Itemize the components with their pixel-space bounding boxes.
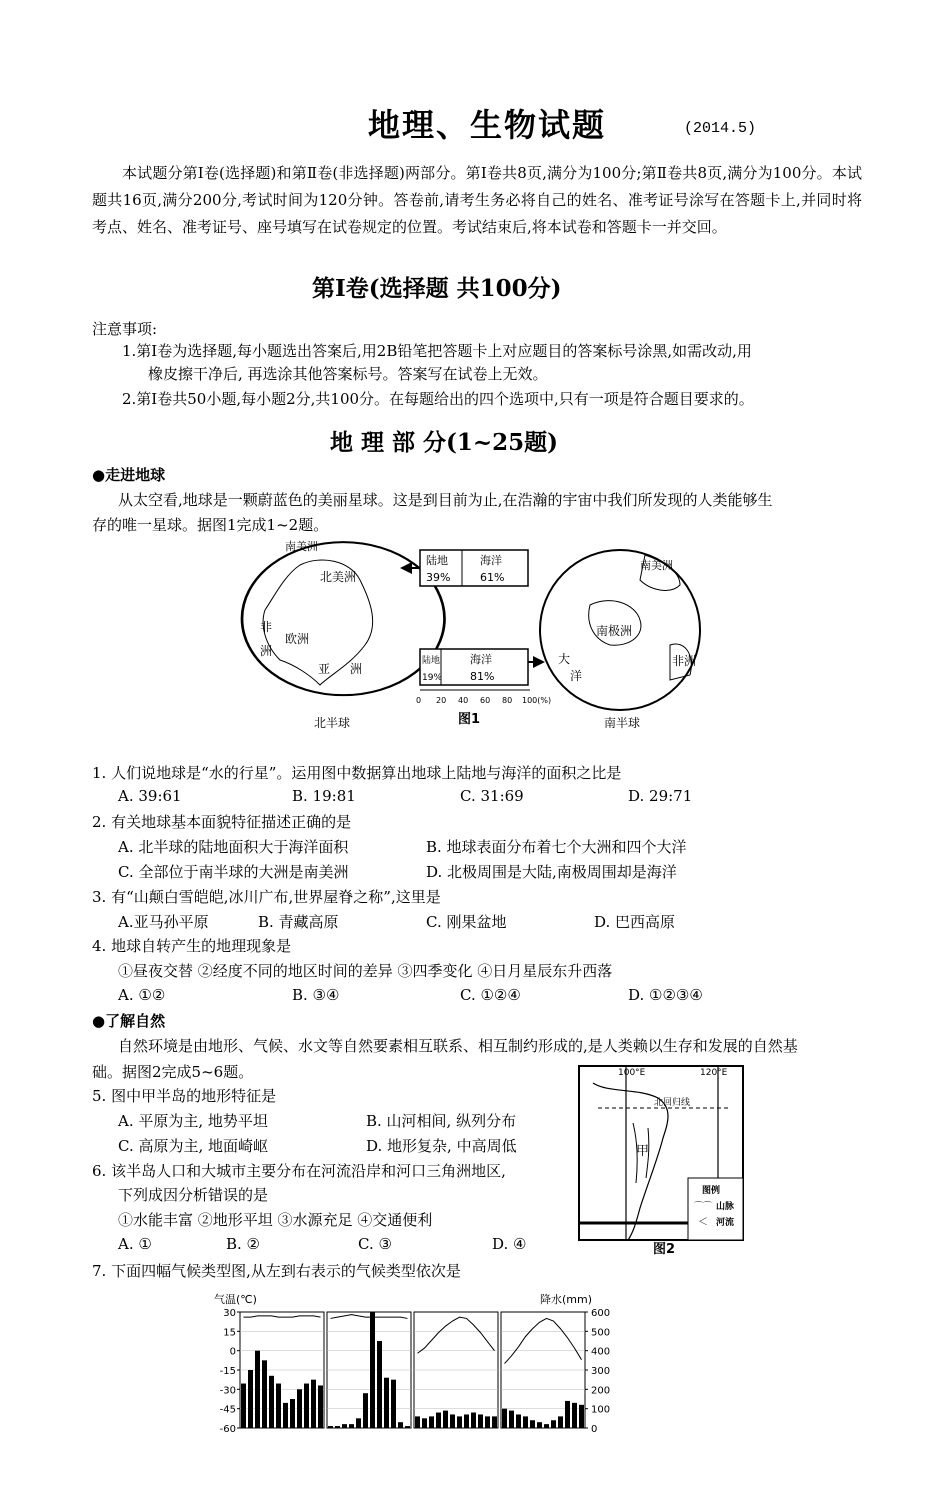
temp-axis-label: 气温(℃) (214, 1293, 257, 1306)
lon-100-label: 100°E (618, 1068, 646, 1078)
precip-bar (262, 1360, 267, 1428)
figure1-hemispheres (240, 535, 720, 735)
south-ocean-pct: 81% (470, 670, 495, 683)
precip-tick-label: 300 (591, 1366, 611, 1377)
q6-items: ①水能丰富 ②地形平坦 ③水源充足 ④交通便利 (118, 1211, 433, 1229)
tropic-label: 北回归线 (654, 1098, 691, 1108)
label-africa-s: 非洲 (672, 654, 697, 668)
temp-line (331, 1315, 408, 1319)
label-asia-2: 洲 (350, 662, 363, 676)
precip-bar (572, 1403, 577, 1428)
label-ocean-2: 洋 (570, 669, 583, 683)
temp-tick-label: 30 (223, 1308, 236, 1319)
q4-stem: 4. 地球自转产生的地理现象是 (92, 937, 292, 955)
precip-tick-label: 100 (591, 1404, 611, 1416)
precip-bar (530, 1420, 535, 1428)
legend-mountain: 山脉 (716, 1202, 735, 1212)
q1-option-c[interactable]: C. 31:69 (460, 787, 524, 805)
north-ocean-pct: 61% (480, 571, 505, 584)
label-s-america-n: 南美洲 (285, 540, 318, 553)
river-symbol-icon: ＜ (698, 1217, 708, 1228)
precip-bar (290, 1399, 295, 1428)
temp-line (418, 1317, 495, 1353)
q6-stem-2: 下列成因分析错误的是 (118, 1186, 269, 1204)
q3-option-b[interactable]: B. 青藏高原 (258, 913, 339, 931)
precip-bar (363, 1393, 368, 1428)
section2-text-2: 础。据图2完成5~6题。 (92, 1063, 254, 1081)
north-arrow-icon (400, 562, 412, 574)
scale-40: 40 (458, 696, 469, 705)
precip-bar (516, 1414, 521, 1428)
q1-option-b[interactable]: B. 19:81 (292, 787, 356, 805)
precip-bar (537, 1422, 542, 1428)
precip-bar (457, 1416, 462, 1428)
precip-bar (509, 1411, 514, 1428)
legend-title: 图例 (702, 1186, 721, 1196)
precip-bar (450, 1414, 455, 1428)
precip-tick-label: 500 (591, 1327, 611, 1339)
precip-bar (415, 1416, 420, 1428)
south-land-label: 陆地 (422, 656, 441, 666)
precip-bar (318, 1385, 323, 1428)
part1-heading: 第Ⅰ卷(选择题 共100分) (312, 275, 562, 302)
precip-bar (502, 1409, 507, 1428)
precip-bar (492, 1416, 497, 1428)
precip-bar (241, 1384, 246, 1428)
precip-bar (436, 1413, 441, 1428)
precip-bar (311, 1380, 316, 1428)
north-land-pct: 39% (426, 571, 451, 584)
precip-bar (384, 1378, 389, 1428)
note-1-line1: 1.第Ⅰ卷为选择题,每小题选出答案后,用2B铅笔把答题卡上对应题目的答案标号涂黑,如需改动,用 (122, 342, 752, 360)
figure2-map (578, 1063, 748, 1263)
precip-bar (283, 1403, 288, 1428)
precip-axis-label: 降水(mm) (540, 1293, 593, 1306)
temp-tick-label: 15 (223, 1327, 236, 1339)
precip-bar (485, 1416, 490, 1428)
q4-option-d[interactable]: D. ①②③④ (628, 986, 703, 1004)
precip-tick-label: 0 (591, 1424, 598, 1435)
precip-bar (478, 1414, 483, 1428)
precip-tick-label: 200 (591, 1385, 611, 1397)
q3-option-a[interactable]: A.亚马孙平原 (118, 913, 209, 931)
precip-bar (335, 1426, 340, 1428)
q2-option-c[interactable]: C. 全部位于南半球的大洲是南美洲 (118, 863, 349, 881)
section1-text-1: 从太空看,地球是一颗蔚蓝色的美丽星球。这是到目前为止,在浩瀚的宇宙中我们所发现的人类能够生 (118, 491, 773, 509)
q5-option-d[interactable]: D. 地形复杂, 中高周低 (366, 1137, 517, 1155)
precip-tick-label: 400 (591, 1346, 611, 1358)
precip-bar (464, 1414, 469, 1428)
mountain-symbol-icon: ⌒⌒ (694, 1202, 713, 1212)
q5-stem: 5. 图中甲半岛的地形特征是 (92, 1087, 277, 1105)
q7-stem: 7. 下面四幅气候类型图,从左到右表示的气候类型依次是 (92, 1262, 461, 1280)
south-hemisphere-label: 南半球 (604, 716, 641, 730)
q6-option-d[interactable]: D. ④ (492, 1235, 527, 1253)
jia-label: 甲 (636, 1144, 650, 1159)
scale-100: 100(%) (522, 696, 552, 705)
q4-option-b[interactable]: B. ③④ (292, 986, 340, 1004)
precip-bar (248, 1370, 253, 1428)
figure1-caption: 图1 (458, 712, 481, 727)
label-antarctica: 南极洲 (596, 624, 633, 638)
q4-option-a[interactable]: A. ①② (118, 986, 166, 1004)
precip-bar (558, 1416, 563, 1428)
q2-option-b[interactable]: B. 地球表面分布着七个大洲和四个大洋 (426, 838, 687, 856)
q3-option-c[interactable]: C. 刚果盆地 (426, 913, 507, 931)
q1-stem: 1. 人们说地球是“水的行星”。运用图中数据算出地球上陆地与海洋的面积之比是 (92, 764, 622, 782)
q2-option-d[interactable]: D. 北极周围是大陆,南极周围却是海洋 (426, 863, 677, 881)
note-2: 2.第Ⅰ卷共50小题,每小题2分,共100分。在每题给出的四个选项中,只有一项是符合题目要求的。 (122, 390, 754, 408)
q1-option-a[interactable]: A. 39:61 (118, 787, 182, 805)
section-label: ●走进地球 (92, 466, 166, 484)
figure2-caption: 图2 (653, 1242, 676, 1257)
precip-bar (370, 1312, 375, 1428)
section1-text-2: 存的唯一星球。据图1完成1~2题。 (92, 516, 329, 534)
precip-bar (405, 1426, 410, 1428)
scale-60: 60 (480, 696, 491, 705)
label-africa-1: 非 (260, 620, 273, 634)
north-land-label: 陆地 (426, 554, 448, 567)
geo-heading: 地 理 部 分(1~25题) (330, 429, 559, 456)
temp-tick-label: -60 (219, 1424, 236, 1435)
temp-tick-label: -15 (219, 1366, 236, 1377)
q4-items: ①昼夜交替 ②经度不同的地区时间的差异 ③四季变化 ④日月星辰东升西落 (118, 962, 613, 980)
intro-paragraph: 本试题分第Ⅰ卷(选择题)和第Ⅱ卷(非选择题)两部分。第Ⅰ卷共8页,满分为100分;第Ⅱ卷共8页,满分为100分。本试题共16页,满分200分,考试时间为120分钟。答卷前,请考生务必将自己的姓名、准考证号涂写在答题卡上,并同时将考点、姓名、准考证号、座号填写在试卷规定的位置。考试结束后,将本试卷和答题卡一并交回。 (92, 164, 862, 236)
antarctica-shape (589, 601, 641, 646)
precip-bar (523, 1416, 528, 1428)
precip-bar (471, 1413, 476, 1428)
scale-0: 0 (416, 696, 422, 705)
q2-stem: 2. 有关地球基本面貌特征描述正确的是 (92, 813, 352, 831)
precip-bar (579, 1405, 584, 1428)
q5-option-c[interactable]: C. 高原为主, 地面崎岖 (118, 1137, 269, 1155)
lon-120-label: 120°E (700, 1068, 728, 1078)
precip-bar (255, 1351, 260, 1428)
temp-line (505, 1318, 582, 1363)
precip-bar (304, 1384, 309, 1428)
precip-bar (356, 1418, 361, 1428)
precip-bar (391, 1380, 396, 1428)
temp-line (244, 1316, 321, 1317)
q6-option-a[interactable]: A. ① (118, 1235, 152, 1253)
note-1-line2: 橡皮擦干净后, 再选涂其他答案标号。答案写在试卷上无效。 (148, 365, 548, 383)
climate-charts (200, 1290, 630, 1440)
precip-bar (429, 1416, 434, 1428)
precip-bar (269, 1376, 274, 1428)
precip-bar (551, 1420, 556, 1428)
q6-stem-1: 6. 该半岛人口和大城市主要分布在河流沿岸和河口三角洲地区, (92, 1162, 506, 1180)
precip-bar (297, 1389, 302, 1428)
label-s-america-s: 南美洲 (640, 559, 673, 572)
q6-option-b[interactable]: B. ② (226, 1235, 261, 1253)
q3-option-d[interactable]: D. 巴西高原 (594, 913, 676, 931)
label-ocean-1: 大 (558, 652, 571, 666)
notes-label: 注意事项: (92, 320, 158, 338)
climate-plot-area (220, 1308, 610, 1435)
precip-bar (349, 1424, 354, 1428)
label-africa-2: 洲 (260, 644, 273, 658)
north-hemisphere-label: 北半球 (314, 716, 351, 730)
section2-text-1: 自然环境是由地形、气候、水文等自然要素相互联系、相互制约形成的,是人类赖以生存和发展的自然基 (118, 1037, 798, 1055)
q4-option-c[interactable]: C. ①②④ (460, 986, 521, 1004)
precip-bar (276, 1384, 281, 1428)
scale-80: 80 (502, 696, 513, 705)
precip-bar (544, 1424, 549, 1428)
precip-bar (398, 1422, 403, 1428)
page-title: 地理、生物试题 (368, 106, 607, 144)
precip-bar (565, 1401, 570, 1428)
q3-stem: 3. 有“山颠白雪皑皑,冰川广布,世界屋脊之称”,这里是 (92, 888, 441, 906)
precip-bar (377, 1341, 382, 1428)
legend-river: 河流 (716, 1218, 735, 1228)
precip-bar (422, 1418, 427, 1428)
label-europe: 欧洲 (285, 632, 310, 646)
exam-date: (2014.5) (684, 120, 757, 137)
label-n-america: 北美洲 (320, 570, 357, 584)
scale-20: 20 (436, 696, 447, 705)
temp-tick-label: -30 (219, 1385, 236, 1397)
label-asia-1: 亚 (318, 662, 331, 676)
q1-option-d[interactable]: D. 29:71 (628, 787, 693, 805)
q2-option-a[interactable]: A. 北半球的陆地面积大于海洋面积 (118, 838, 349, 856)
precip-tick-label: 600 (591, 1308, 611, 1319)
precip-bar (328, 1426, 333, 1428)
temp-tick-label: 0 (229, 1346, 236, 1358)
precip-bar (443, 1411, 448, 1428)
temp-tick-label: -45 (219, 1404, 236, 1416)
q5-option-a[interactable]: A. 平原为主, 地势平坦 (118, 1112, 268, 1130)
q5-option-b[interactable]: B. 山河相间, 纵列分布 (366, 1112, 517, 1130)
north-hemisphere-circle (242, 542, 445, 695)
south-ocean-label: 海洋 (470, 653, 492, 666)
section2-label: ●了解自然 (92, 1012, 166, 1030)
precip-bar (342, 1424, 347, 1428)
q6-option-c[interactable]: C. ③ (358, 1235, 392, 1253)
north-ocean-label: 海洋 (480, 554, 502, 567)
south-land-pct: 19% (422, 673, 443, 683)
